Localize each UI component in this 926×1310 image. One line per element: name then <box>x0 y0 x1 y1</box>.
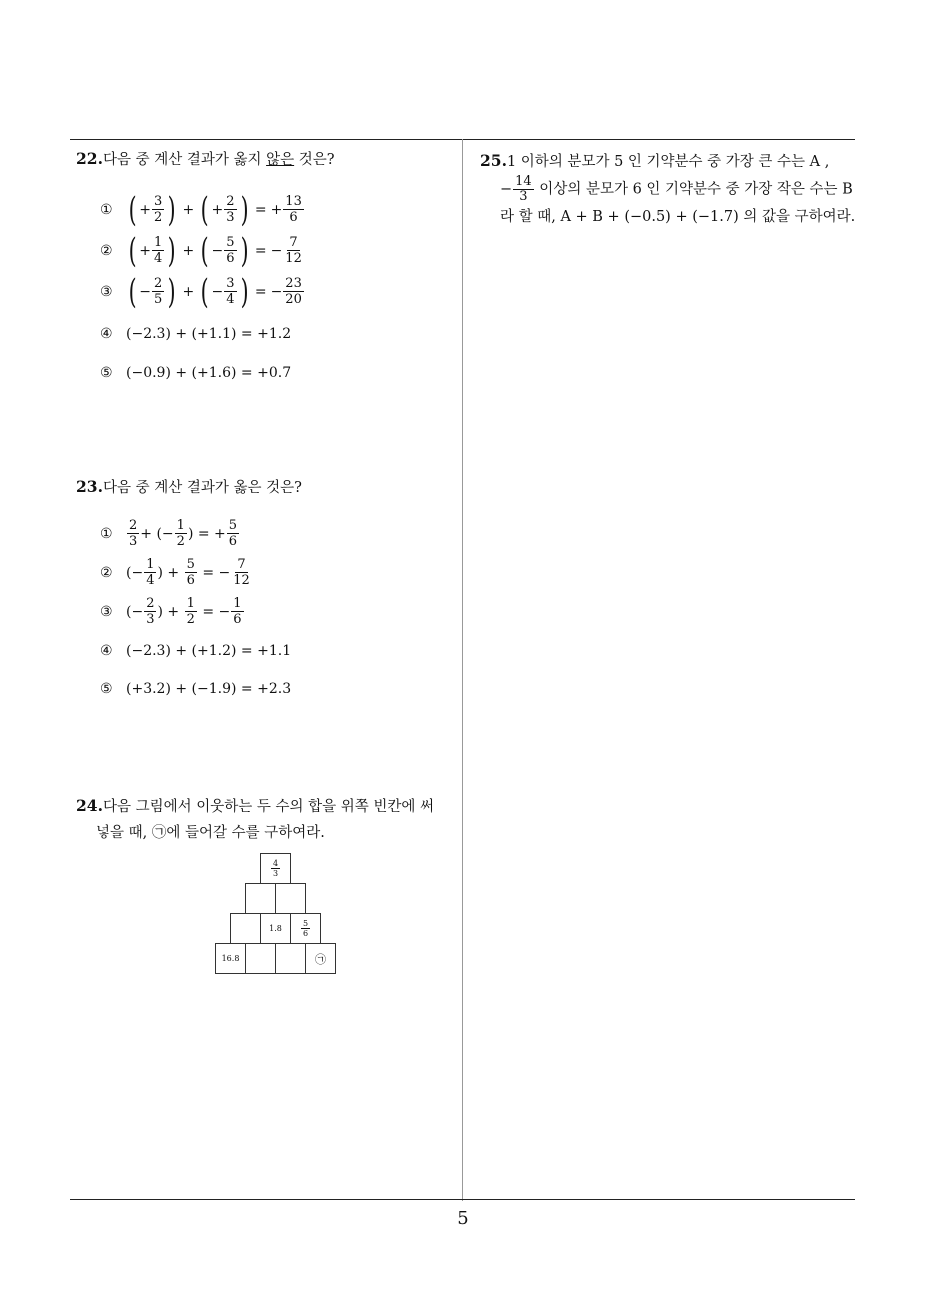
sign: − <box>139 283 151 300</box>
q23-choice-1[interactable] <box>100 518 240 549</box>
pyramid-cell-value: 16.8 <box>215 943 246 974</box>
expr-part: (− <box>126 564 144 581</box>
paren-close: ) <box>167 189 176 230</box>
pyramid-cell[interactable] <box>230 913 261 944</box>
q23-choice-5[interactable] <box>100 681 291 697</box>
paren-close: ) <box>240 230 249 271</box>
q22-choice-1[interactable] <box>100 189 305 230</box>
sign: − <box>270 283 283 300</box>
fraction: $\frac{1}{2}$ <box>186 596 195 627</box>
paren-close: ) <box>240 271 249 312</box>
sign: + <box>211 201 224 218</box>
paren-open: ( <box>128 230 137 271</box>
q24-line2: 넣을 때, ㉠에 들어갈 수를 구하여라. <box>96 825 325 841</box>
paren-open: ( <box>128 271 137 312</box>
sign: + <box>270 201 283 218</box>
equals: = <box>254 283 267 300</box>
q22-number: 22. <box>76 149 103 168</box>
choice-expression: (+3.2) + (−1.9) = +2.3 <box>126 681 292 697</box>
choice-mark: ② <box>100 564 113 581</box>
expr-part: + (− <box>140 525 174 542</box>
expr-part: ) + <box>157 603 180 620</box>
q23-title <box>76 476 302 499</box>
sign: − <box>270 242 283 259</box>
pyramid-cell-value: 1.8 <box>260 913 291 944</box>
paren-open: ( <box>200 189 209 230</box>
pyramid-cell-target: ㉠ <box>305 943 336 974</box>
pyramid-cell[interactable] <box>275 943 306 974</box>
pyramid-cell[interactable] <box>245 883 276 914</box>
expr-part: = − <box>202 564 231 581</box>
choice-mark: ⑤ <box>100 681 113 697</box>
expr-part: ) + <box>157 564 180 581</box>
choice-expression: (−0.9) + (+1.6) = +0.7 <box>126 365 292 381</box>
expr-part: = − <box>202 603 231 620</box>
choice-mark: ④ <box>100 643 113 659</box>
choice-mark: ④ <box>100 326 113 342</box>
fraction: $\frac{1}{6}$ <box>233 596 242 627</box>
pyramid-top-cell: $\frac{4}{3}$ <box>260 853 291 884</box>
sign: − <box>211 242 224 259</box>
q23-number: 23. <box>76 477 103 496</box>
q25-line3: 라 할 때, A + B + (−0.5) + (−1.7) 의 값을 구하여라. <box>500 209 856 225</box>
q22-text-before: 다음 중 계산 결과가 옳지 <box>102 152 267 168</box>
choice-mark: ① <box>100 201 113 218</box>
q22-text-underlined: 않은 <box>266 152 295 168</box>
q22-choice-5[interactable] <box>100 365 291 381</box>
q24-number: 24. <box>76 796 103 815</box>
fraction: $\frac{5}{6}$ <box>226 235 235 266</box>
q25-line2: − $\frac{14}{3}$ 이상의 분모가 6 인 기약분수 중 가장 작은 수는 B <box>500 174 853 204</box>
fraction: $\frac{2}{3}$ <box>226 194 235 225</box>
choice-mark: ② <box>100 242 113 259</box>
fraction: $\frac{7}{12}$ <box>233 557 250 588</box>
paren-close: ) <box>167 271 176 312</box>
column-divider <box>462 139 463 1201</box>
fraction: $\frac{23}{20}$ <box>285 276 302 307</box>
fraction: $\frac{1}{4}$ <box>154 235 163 266</box>
fraction: $\frac{2}{5}$ <box>154 276 163 307</box>
sign: + <box>139 242 151 259</box>
pyramid-cell[interactable] <box>275 883 306 914</box>
q22-title <box>76 148 335 171</box>
paren-open: ( <box>200 230 209 271</box>
fraction: $\frac{2}{3}$ <box>129 518 138 549</box>
fraction: $\frac{14}{3}$ <box>515 174 532 204</box>
sign: − <box>211 283 224 300</box>
operator: + <box>182 242 195 259</box>
equals: = <box>254 201 267 218</box>
q23-choice-3[interactable] <box>100 596 245 627</box>
fraction: $\frac{5}{6}$ <box>186 557 195 588</box>
q25-number: 25. <box>480 151 507 170</box>
choice-mark: ③ <box>100 283 113 300</box>
expr-part: (− <box>126 603 144 620</box>
fraction: $\frac{1}{4}$ <box>146 557 155 588</box>
q25-block <box>480 148 860 230</box>
choice-mark: ① <box>100 525 113 542</box>
pyramid-cell-value: $\frac{5}{6}$ <box>290 913 321 944</box>
operator: + <box>182 201 195 218</box>
fraction: $\frac{3}{2}$ <box>154 194 163 225</box>
q25-line1: 1 이하의 분모가 5 인 기약분수 중 가장 큰 수는 A , <box>506 154 830 170</box>
sign: + <box>139 201 151 218</box>
equals: = <box>254 242 267 259</box>
fraction: $\frac{3}{4}$ <box>226 276 235 307</box>
paren-open: ( <box>128 189 137 230</box>
choice-expression: (−2.3) + (+1.2) = +1.1 <box>126 643 292 659</box>
q22-text-after: 것은? <box>294 152 335 168</box>
number-pyramid <box>215 853 337 974</box>
q23-text: 다음 중 계산 결과가 옳은 것은? <box>102 480 302 496</box>
paren-close: ) <box>240 189 249 230</box>
q22-choice-4[interactable] <box>100 326 291 342</box>
bottom-rule <box>70 1199 855 1200</box>
choice-expression: (−2.3) + (+1.1) = +1.2 <box>126 326 292 342</box>
expr-part: ) = + <box>187 525 226 542</box>
fraction: $\frac{2}{3}$ <box>146 596 155 627</box>
paren-open: ( <box>200 271 209 312</box>
fraction: $\frac{13}{6}$ <box>285 194 302 225</box>
q23-choice-4[interactable] <box>100 643 291 659</box>
choice-mark: ⑤ <box>100 365 113 381</box>
q23-choice-2[interactable] <box>100 557 253 588</box>
paren-close: ) <box>167 230 176 271</box>
q22-choice-3[interactable] <box>100 271 305 312</box>
q24-title <box>76 793 461 846</box>
page-number: 5 <box>457 1208 469 1229</box>
fraction: $\frac{7}{12}$ <box>285 235 302 266</box>
operator: + <box>182 283 195 300</box>
choice-mark: ③ <box>100 603 113 620</box>
fraction: $\frac{1}{2}$ <box>176 518 185 549</box>
q22-choice-2[interactable] <box>100 230 305 271</box>
pyramid-cell[interactable] <box>245 943 276 974</box>
fraction: $\frac{5}{6}$ <box>228 518 238 549</box>
q24-line1: 다음 그림에서 이웃하는 두 수의 합을 위쪽 빈칸에 써 <box>102 799 434 815</box>
